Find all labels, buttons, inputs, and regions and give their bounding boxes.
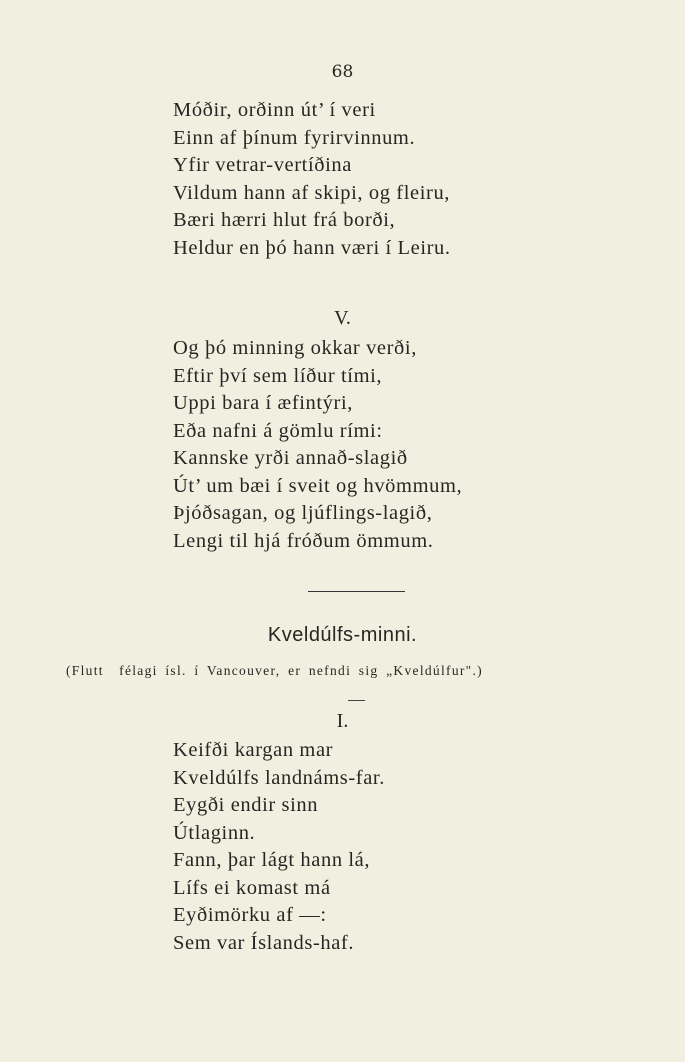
verse-line: Bæri hærri hlut frá borði, bbox=[173, 209, 396, 231]
section-number-i: I. bbox=[336, 710, 349, 732]
verse-line: Fann, þar lágt hann lá, bbox=[173, 849, 371, 871]
verse-line: Út’ um bæi í sveit og hvömmum, bbox=[173, 474, 463, 497]
verse-line: Heldur en þó hann væri í Leiru. bbox=[173, 236, 451, 259]
verse-line: Móðir, orðinn út’ í veri bbox=[173, 99, 376, 121]
verse-line: Lífs ei komast má bbox=[173, 876, 331, 899]
verse-line: Keifði kargan mar bbox=[173, 739, 334, 761]
section-number-v: V. bbox=[334, 307, 351, 329]
verse-line: Yfir vetrar-vertíðina bbox=[173, 154, 352, 176]
verse-line: Eygði endir sinn bbox=[173, 794, 319, 816]
section-divider bbox=[308, 591, 405, 592]
verse-line: Eyðimörku af —: bbox=[173, 904, 327, 926]
verse-line: Eftir því sem líður tími, bbox=[173, 364, 383, 387]
poem-subtitle: (Flutt félagi ísl. í Vancouver, er nefndi sig „Kveldúlfur".) bbox=[66, 663, 483, 678]
verse-line: Einn af þínum fyrirvinnum. bbox=[173, 126, 416, 149]
verse-line: Kveldúlfs landnáms-far. bbox=[173, 766, 385, 789]
verse-line: Útlaginn. bbox=[173, 821, 256, 844]
verse-line: Og þó minning okkar verði, bbox=[173, 337, 417, 359]
verse-line: Sem var Íslands-haf. bbox=[173, 931, 355, 954]
verse-line: Þjóðsagan, og ljúflings-lagið, bbox=[173, 502, 433, 524]
poem-title: Kveldúlfs-minni. bbox=[267, 624, 418, 646]
stanza-3 bbox=[173, 737, 385, 957]
stanza-2 bbox=[173, 335, 462, 555]
verse-line: Vildum hann af skipi, og fleiru, bbox=[173, 181, 451, 204]
page-number: 68 bbox=[331, 62, 354, 82]
verse-line: Eða nafni á gömlu rími: bbox=[173, 419, 383, 442]
verse-line: Lengi til hjá fróðum ömmum. bbox=[173, 529, 434, 552]
verse-line: Kannske yrði annað-slagið bbox=[173, 447, 408, 469]
stanza-1 bbox=[173, 97, 451, 262]
verse-line: Uppi bara í æfintýri, bbox=[173, 392, 353, 414]
short-divider bbox=[348, 700, 365, 701]
